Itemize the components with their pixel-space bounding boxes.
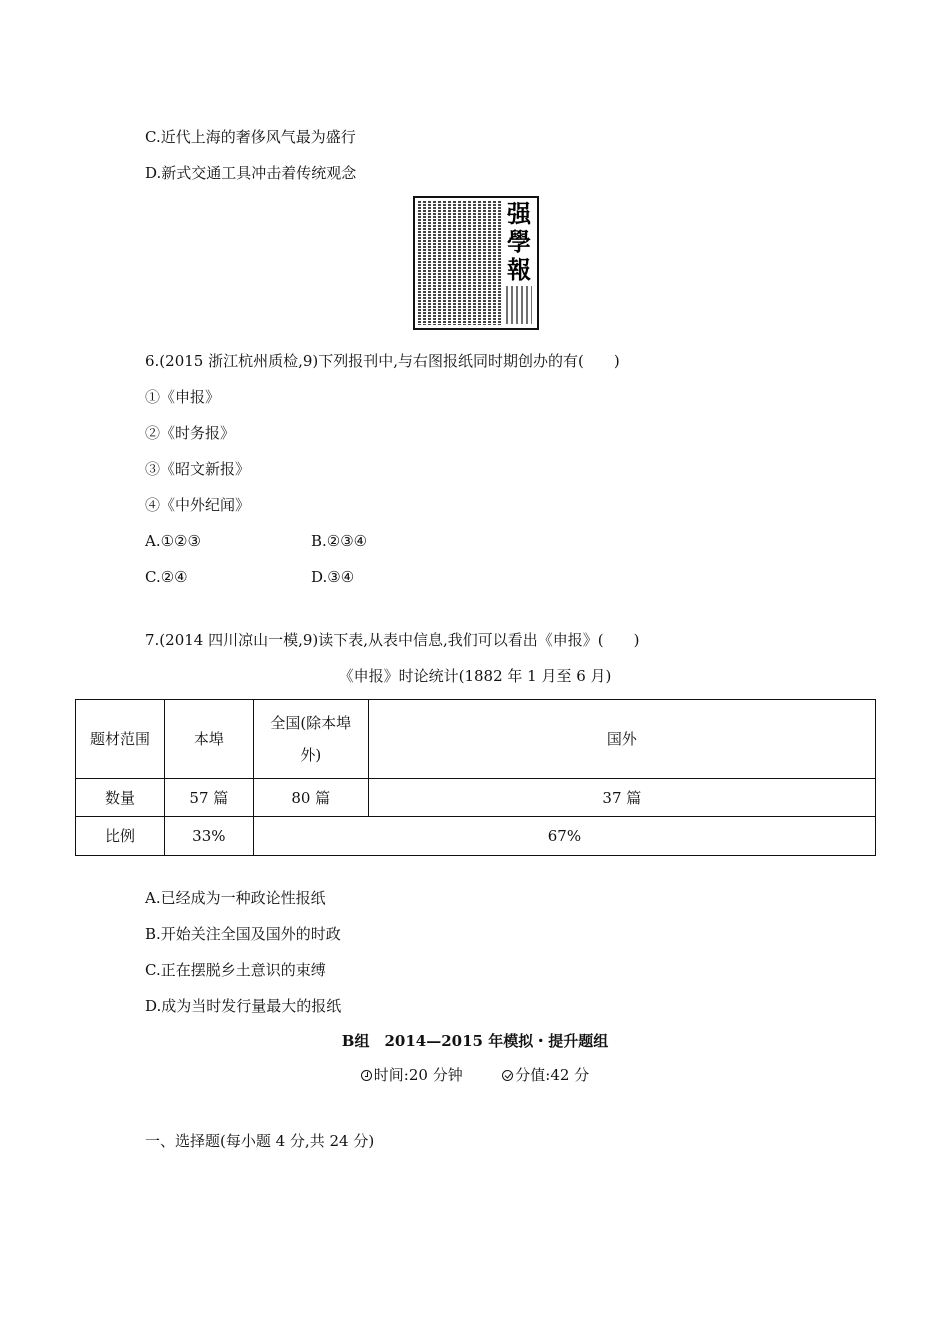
q5-option-c: C.近代上海的奢侈风气最为盛行 [145, 128, 356, 146]
newspaper-column [428, 201, 431, 325]
newspaper-column [423, 201, 426, 325]
newspaper-column [488, 201, 491, 325]
newspaper-column [473, 201, 476, 325]
section-b-title: B组 2014—2015 年模拟・提升题组 [341, 1032, 609, 1050]
header-national [253, 700, 368, 779]
q7-stem: 7.(2014 四川凉山一模,9)读下表,从表中信息,我们可以看出《申报》( ) [145, 631, 640, 649]
newspaper-column [443, 201, 446, 325]
newspaper-column [418, 201, 421, 325]
newspaper-column [483, 201, 486, 325]
q6-option-a: A.①②③ [145, 532, 201, 550]
part-one-heading: 一、选择题(每小题 4 分,共 24 分) [145, 1132, 375, 1150]
table-row-ratio [76, 817, 876, 856]
count-local: 57 篇 [164, 779, 253, 817]
ratio-label: 比例 [76, 817, 165, 856]
header-national-line2: 外) [300, 746, 322, 764]
newspaper-column [453, 201, 456, 325]
newspaper-column [433, 201, 436, 325]
q6-option-c: C.②④ [145, 568, 188, 586]
q6-item-1: ①《申报》 [145, 388, 221, 406]
masthead-char-3: 報 [507, 255, 531, 284]
q6-option-d: D.③④ [311, 568, 355, 586]
q6-item-3: ③《昭文新报》 [145, 460, 251, 478]
header-national-line1: 全国(除本埠 [270, 714, 352, 732]
ratio-local: 33% [164, 817, 253, 856]
count-national: 80 篇 [253, 779, 368, 817]
header-local: 本埠 [164, 700, 253, 779]
q6-option-b: B.②③④ [311, 532, 368, 550]
newspaper-column [498, 201, 501, 325]
masthead-char-1: 强 [507, 199, 531, 228]
q6-item-4: ④《中外纪闻》 [145, 496, 251, 514]
header-topic: 题材范围 [76, 700, 165, 779]
q7-option-d: D.成为当时发行量最大的报纸 [145, 997, 342, 1015]
clock-icon [361, 1070, 372, 1081]
newspaper-figure [413, 196, 539, 330]
table-title: 《申报》时论统计(1882 年 1 月至 6 月) [338, 667, 612, 685]
statistics-table [75, 699, 876, 856]
newspaper-column [458, 201, 461, 325]
count-label: 数量 [76, 779, 165, 817]
q6-stem: 6.(2015 浙江杭州质检,9)下列报刊中,与右图报纸同时期创办的有( ) [145, 352, 620, 370]
q7-option-c: C.正在摆脱乡土意识的束缚 [145, 961, 326, 979]
q7-option-b: B.开始关注全国及国外的时政 [145, 925, 341, 943]
table-row-count [76, 779, 876, 817]
time-limit: 时间:20 分钟 [373, 1066, 463, 1084]
check-icon [502, 1070, 513, 1081]
newspaper-column [448, 201, 451, 325]
newspaper-column [438, 201, 441, 325]
newspaper-side-columns [506, 286, 532, 324]
newspaper-column [478, 201, 481, 325]
count-foreign: 37 篇 [368, 779, 875, 817]
score-value: 分值:42 分 [515, 1066, 590, 1084]
header-foreign: 国外 [368, 700, 875, 779]
ratio-other: 67% [253, 817, 875, 856]
newspaper-text-columns [418, 201, 504, 325]
newspaper-column [463, 201, 466, 325]
q5-option-d: D.新式交通工具冲击着传统观念 [145, 164, 357, 182]
newspaper-masthead [505, 200, 533, 284]
q6-item-2: ②《时务报》 [145, 424, 236, 442]
masthead-char-2: 學 [507, 227, 531, 256]
newspaper-column [468, 201, 471, 325]
q7-option-a: A.已经成为一种政论性报纸 [145, 889, 326, 907]
section-b-meta [0, 1065, 950, 1085]
newspaper-column [493, 201, 496, 325]
table-header-row [76, 700, 876, 779]
